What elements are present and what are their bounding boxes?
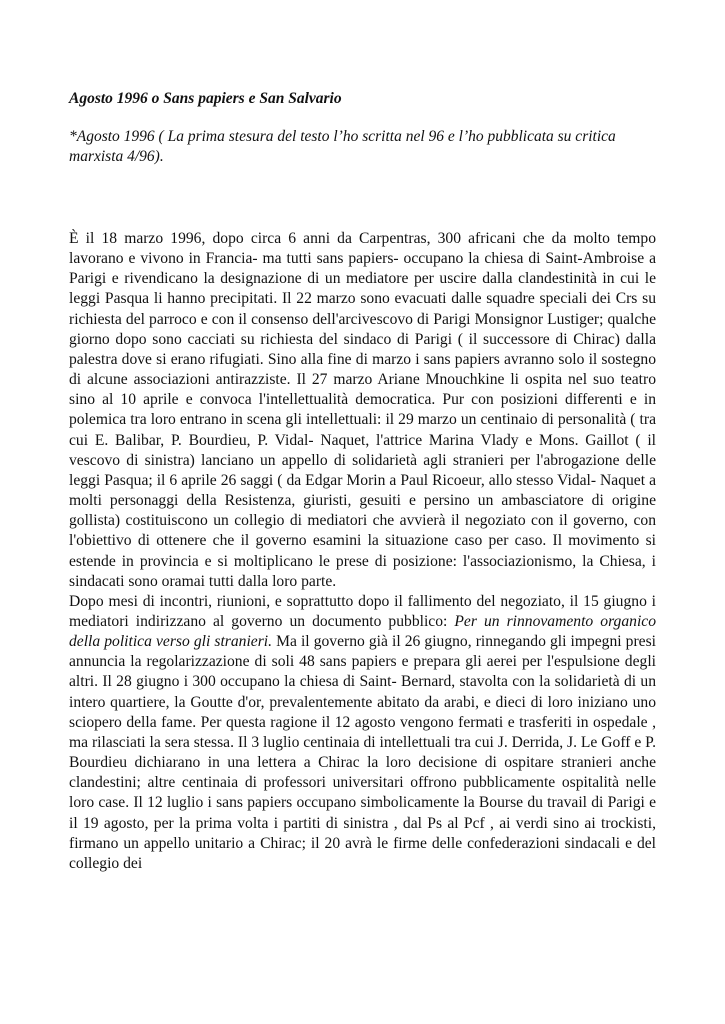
document-quote-title: Per un rinnovamento organico della politica verso gli stranieri. xyxy=(69,612,656,651)
paragraph-1: È il 18 marzo 1996, dopo circa 6 anni da Carpentras, 300 africani che da molto tempo lavorano e vivono in Francia- ma tutti sans papiers- occupano la chiesa di Saint-Ambroise a Parigi e rivendicano la designazione di un mediatore per uscire dalla clandestinità in cui le leggi Pasqua li hanno precipitati. Il 22 marzo sono evacuati dalle squadre speciali dei Crs su richiesta del parroco e con il consenso dell'arcivescovo di Parigi Monsignor Lustiger; qualche giorno dopo sono cacciati su richiesta del sindaco di Parigi ( il successore di Chirac) dalla palestra dove si erano rifugiati. Sino alla fine di marzo i sans papiers avranno solo il sostegno di alcune associazioni antirazziste. Il 27 marzo Ariane Mnouchkine li ospita nel suo teatro sino al 10 aprile e convoca l'intellettualità democratica. Pur con posizioni differenti e in polemica tra loro entrano in scena gli intellettuali: il 29 marzo un centinaio di personalità ( tra cui E. Balibar, P. Bourdieu, P. Vidal- Naquet, l'attrice Marina Vlady e Mons. Gaillot ( il vescovo di sinistra) lanciano un appello di solidarietà agli stranieri per l'abrogazione delle leggi Pasqua; il 6 aprile 26 saggi ( da Edgar Morin a Paul Ricoeur, allo stesso Vidal- Naquet a molti personaggi della Resistenza, giuristi, gesuiti e persino un ambasciatore di origine gollista) costituiscono un collegio di mediatori che avvierà il negoziato con il governo, con l'obiettivo di ottenere che il governo esamini la situazione caso per caso. Il movimento si estende in provincia e si moltiplicano le prese di posizione: l'associazionismo, la Chiesa, i sindacati sono oramai tutti dalla loro parte. xyxy=(69,230,656,590)
footnote-note: *Agosto 1996 ( La prima stesura del testo l’ho scritta nel 96 e l’ho pubblicata su critica marxista 4/96). xyxy=(69,128,616,165)
paragraph-2-rest: Ma il governo già il 26 giugno, rinnegando gli impegni presi annuncia la regolarizzazione di soli 48 sans papiers e prepara gli aerei per l'espulsione degli altri. Il 28 giugno i 300 occupano la chiesa di Saint- Bernard, stavolta con la solidarietà di un intero quartiere, la Goutte d'or, prevalentemente abitato da arabi, e dieci di loro iniziano uno sciopero della fame. Per questa ragione il 12 agosto vengono fermati e trasferiti in ospedale , ma rilasciati la sera stessa. Il 3 luglio centinaia di intellettuali tra cui J. Derrida, J. Le Goff e P. Bourdieu dichiarano in una lettera a Chirac la loro decisione di ospitare stranieri anche clandestini; altre centinaia di professori universitari offrono pubblicamente ospitalità nelle loro case. Il 12 luglio i sans papiers occupano simbolicamente la Bourse du travail di Parigi e il 19 agosto, per la prima volta i partiti di sinistra , dal Ps al Pcf , ai verdi sino ai trockisti, firmano un appello unitario a Chirac; il 20 avrà le firme delle confederazioni sindacali e del collegio dei xyxy=(69,633,656,872)
document-title: Agosto 1996 o Sans papiers e San Salvario xyxy=(69,90,342,107)
body-text xyxy=(69,229,656,874)
paragraph-2 xyxy=(69,592,656,874)
paragraph-2-lead: Dopo mesi di incontri, riunioni, e soprattutto dopo il fallimento del negoziato, il 15 giugno i mediatori indirizzano al governo un documento pubblico: xyxy=(69,592,656,630)
